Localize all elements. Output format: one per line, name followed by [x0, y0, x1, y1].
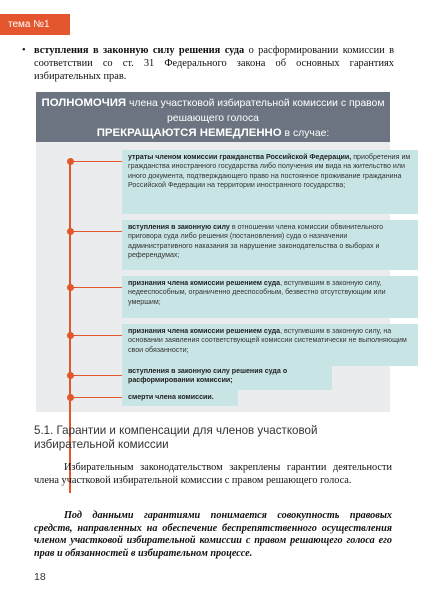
- topic-tab: тема №1: [0, 14, 70, 35]
- section-title: 5.1. Гарантии и компенсации для членов участковой избирательной комиссии: [34, 424, 318, 451]
- item-text: , вступившим в законную силу, на основании заявления соответствующей комиссии систематически не выполняющим свои обязанности;: [128, 327, 407, 354]
- item-bold: вступления в законную силу решения суда о расформировании комиссии;: [128, 367, 288, 385]
- bullet-paragraph: [22, 44, 394, 83]
- item-bold: смерти члена комиссии.: [128, 393, 214, 401]
- bullet-text: о расформировании комиссии в соответствии со ст. 31 Федерального закона об основных гарантиях избирательных прав.: [34, 45, 394, 82]
- item-bold: признания члена комиссии решением суда: [128, 279, 281, 287]
- panel-header: [36, 92, 390, 142]
- emphasis-paragraph: Под данными гарантиями понимается совокупность правовых средств, направленных на обеспечение беспрепятственного осуществления членом участковой избирательной комиссии с правом решающего голоса его прав и обязанностей в избирательном процессе.: [34, 510, 392, 559]
- list-item: [122, 150, 418, 214]
- list-item: [122, 324, 418, 366]
- list-item: [122, 276, 418, 318]
- timeline-connector: [70, 335, 122, 336]
- panel-title-rest: члена участковой избирательной комиссии с правом решающего голоса: [126, 98, 385, 124]
- timeline-connector: [70, 287, 122, 288]
- page-number: 18: [34, 571, 46, 583]
- item-bold: утраты членом комиссии гражданства Российской Федерации,: [128, 153, 352, 161]
- timeline-connector: [70, 397, 122, 398]
- bullet-bold-text: вступления в законную силу решения суда: [34, 45, 245, 56]
- item-bold: признания члена комиссии решением суда: [128, 327, 281, 335]
- panel-title-line3-rest: в случае:: [281, 128, 330, 139]
- bullet-marker: •: [22, 45, 26, 56]
- panel-title-line3-bold: ПРЕКРАЩАЮТСЯ НЕМЕДЛЕННО: [96, 127, 282, 139]
- panel-title-bold: ПОЛНОМОЧИЯ: [41, 97, 127, 109]
- item-text: приобретения им гражданства иностранного государства либо получения им вида на жительство или иного документа, подтверждающего право на постоянное проживание гражданина Российской Федерации на территории иностранного государства;: [128, 153, 411, 190]
- item-bold: вступления в законную силу: [128, 223, 230, 231]
- list-item: [122, 364, 332, 390]
- timeline-connector: [70, 375, 122, 376]
- timeline-connector: [70, 161, 122, 162]
- list-item: [122, 390, 238, 406]
- body-paragraph: Избирательным законодательством закреплены гарантии деятельности члена участковой избирательной комиссии с правом решающего голоса.: [34, 462, 392, 486]
- list-item: [122, 220, 418, 270]
- item-text: , вступившим в законную силу, недееспособным, ограниченно дееспособным, безвестно отсутствующим или умершим;: [128, 279, 386, 306]
- powers-panel: [36, 92, 411, 412]
- item-text: в отношении члена комиссии обвинительного приговора суда либо решения (постановления) суда о назначении административного наказания за нарушение законодательства о выборах и референдумах;: [128, 223, 384, 260]
- timeline-connector: [70, 231, 122, 232]
